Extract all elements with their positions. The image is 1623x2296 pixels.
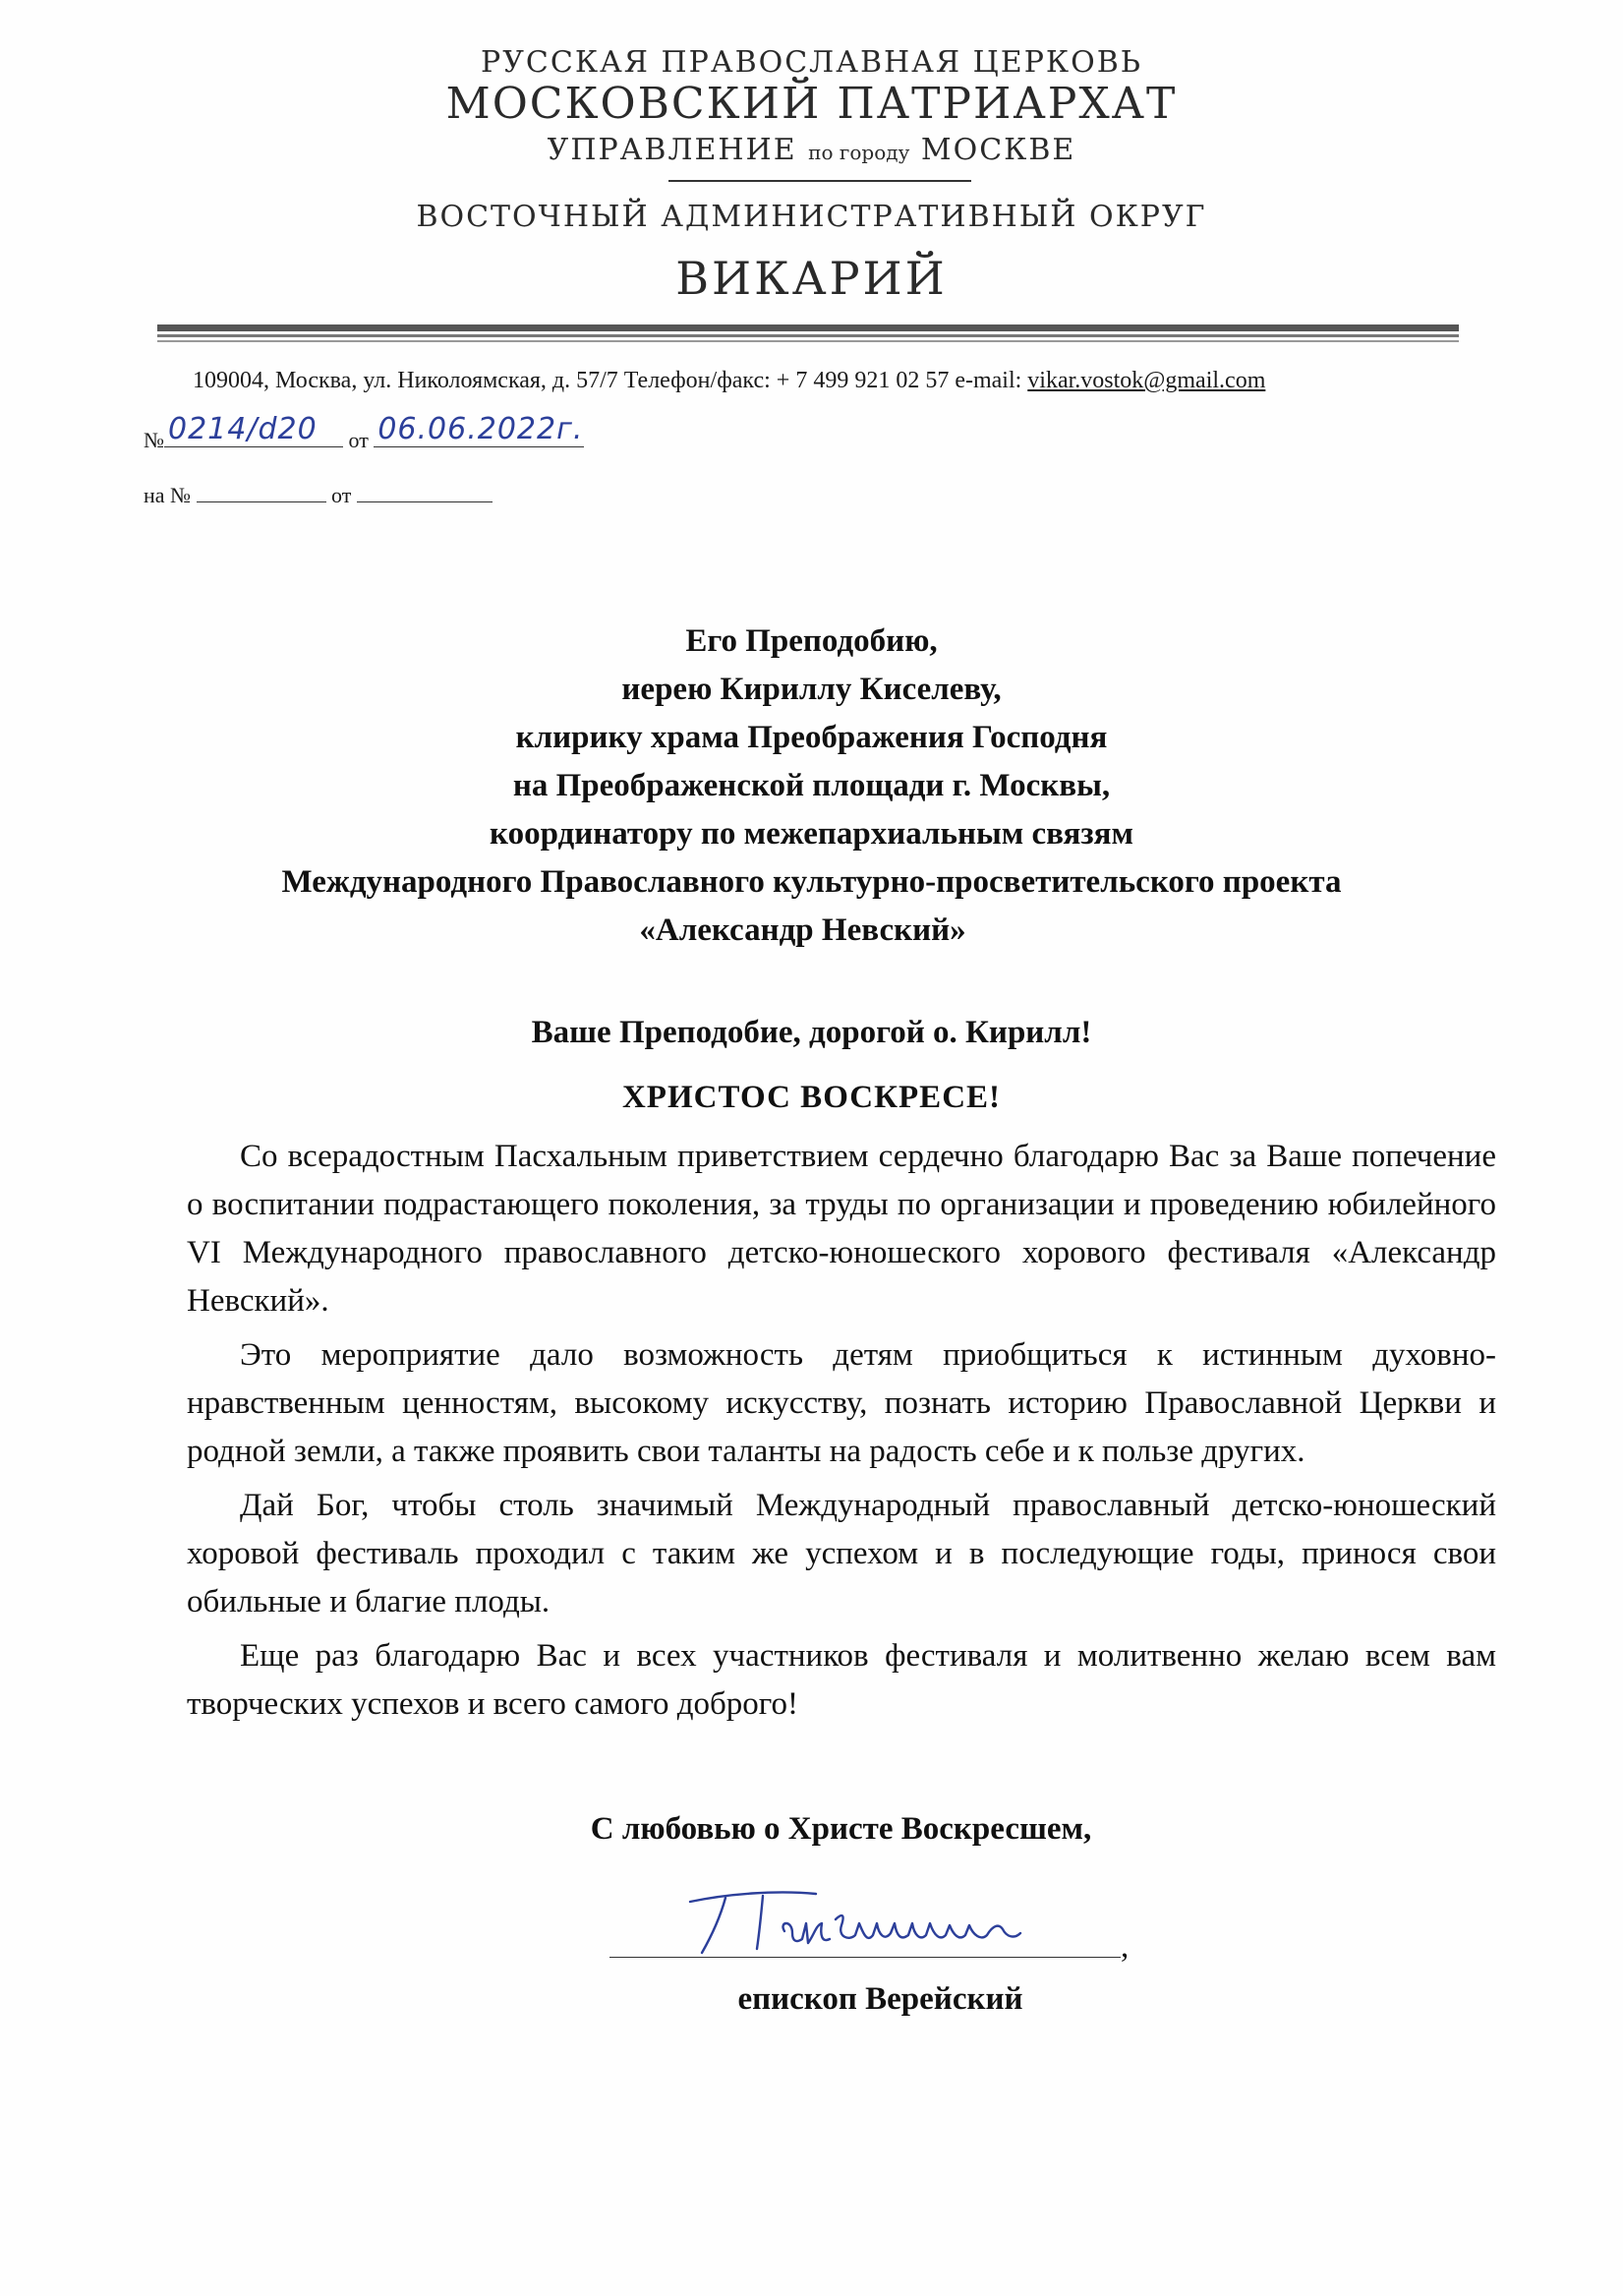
addressee-line: Его Преподобию,: [685, 623, 938, 659]
letterhead-band: [157, 324, 1459, 331]
body-paragraph: Дай Бог, чтобы столь значимый Международный православный детско-юношеский хоровой фестиваль проходил с таким же успехом и в последующие годы, принося свои обильные и благие плоды.: [187, 1488, 1496, 1619]
addressee-block: [0, 618, 1623, 955]
addressee-line: «Александр Невский»: [639, 913, 966, 948]
closing-phrase: С любовью о Христе Воскресшем,: [590, 1811, 1092, 1847]
letterhead-office: [0, 133, 1623, 167]
letterhead-office-small: по городу: [808, 141, 910, 164]
reply-number-field: [197, 482, 326, 502]
letterhead-address: [193, 368, 1265, 394]
email-link[interactable]: vikar.vostok@gmail.com: [1027, 368, 1266, 393]
date-field: [374, 412, 584, 447]
handwritten-signature: [668, 1880, 1130, 1959]
addressee-line: иерею Кириллу Киселеву,: [621, 672, 1002, 707]
addressee-line: клирику храма Преображения Господня: [515, 720, 1108, 755]
addressee-line: на Преображенской площади г. Москвы,: [512, 768, 1111, 803]
letterhead-church: РУССКАЯ ПРАВОСЛАВНАЯ ЦЕРКОВЬ: [481, 45, 1142, 80]
letterhead-district: ВОСТОЧНЫЙ АДМИНИСТРАТИВНЫЙ ОКРУГ: [416, 200, 1207, 234]
handwritten-number: 0214/d20: [168, 412, 318, 446]
body-paragraph: Со всерадостным Пасхальным приветствием сердечно благодарю Вас за Ваше попечение о воспитании подрастающего поколения, за труды по организации и проведению юбилейного VI Международного православного детско-юношеского хорового фестиваля «Александр Невский».: [187, 1139, 1496, 1319]
letterhead-band-thin: [157, 334, 1459, 337]
addressee-line: Международного Православного культурно-просветительского проекта: [281, 864, 1342, 900]
body-paragraph: Это мероприятие дало возможность детям приобщиться к истинным духовно-нравственным ценностям, высокому искусству, познать историю Православной Церкви и родной земли, а также проявить свои таланты на радость себе и к пользе других.: [187, 1337, 1496, 1469]
date-from-label: от: [348, 428, 369, 452]
easter-greeting: ХРИСТОС ВОСКРЕСЕ!: [621, 1080, 1002, 1115]
letterhead-office-a: УПРАВЛЕНИЕ: [547, 133, 797, 167]
letterhead-office-b: МОСКВЕ: [920, 133, 1076, 167]
handwritten-date: 06.06.2022г.: [377, 412, 584, 446]
letterhead-divider: [668, 180, 971, 182]
addressee-line: координатору по межепархиальным связям: [490, 816, 1133, 852]
reply-date-field: [357, 482, 493, 502]
letter-body: [187, 1133, 1496, 1735]
letterhead-patriarchate: МОСКОВСКИЙ ПАТРИАРХАТ: [445, 79, 1178, 129]
number-label: №: [144, 428, 164, 452]
registration-number-line: [144, 412, 584, 453]
reply-from-label: от: [331, 483, 352, 507]
letterhead-vicar: ВИКАРИЙ: [675, 252, 948, 305]
signatory-title: епископ Верейский: [737, 1981, 1023, 2017]
number-field: [164, 412, 343, 447]
reply-number-label: на №: [144, 483, 192, 507]
letterhead-band-hairline: [157, 340, 1459, 342]
registration-reply-line: [144, 482, 493, 508]
address-text: 109004, Москва, ул. Николоямская, д. 57/7 Телефон/факс: + 7 499 921 02 57 e-mail:: [193, 368, 1028, 393]
signature-comma: ,: [1121, 1929, 1130, 1965]
body-paragraph: Еще раз благодарю Вас и всех участников фестиваля и молитвенно желаю всем вам творческих успехов и всего самого доброго!: [187, 1638, 1496, 1722]
salutation: Ваше Преподобие, дорогой о. Кирилл!: [531, 1015, 1092, 1050]
signature-line: [609, 1957, 1121, 1958]
